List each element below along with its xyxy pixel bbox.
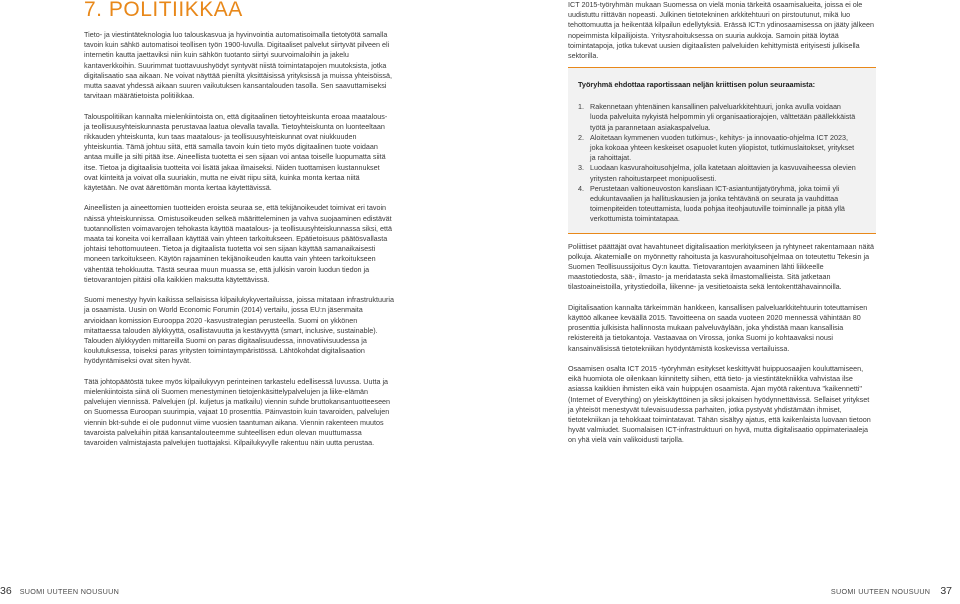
- paragraph: Tätä johtopäätöstä tukee myös kilpailukyvyn perinteinen tarkastelu edellisessä luvussa. Uutta ja mielenkiintoista siinä oli Suomen menestyminen tietojenkäsittelypalvelujen ja liike-elämän palvelujen viennissä. Palvelujen (pl. kuljetus ja matkailu) viennin suhde bruttokansantuotteeseen on Suomessa Euroopan suurimpia, vajaat 10 prosenttia. Päinvastoin kuin tavaroiden, palvelujen viennin bkt-suhde ei ole pudonnut viime vuosien taantuman aikana. Viennin rakenteen muutos tavaroista palveluihin pitää kansantalouteemme suhteellisen edun olevan muuttumassa tavaroiden valmistajasta palvelujen tuottajaksi. Kilpailukyvylle rakentuu näin uutta perustaa.: [84, 376, 391, 448]
- left-text-column: [84, 30, 394, 448]
- list-item: [578, 184, 866, 225]
- proposal-box: [568, 67, 876, 233]
- running-footer-title: SUOMI UUTEEN NOUSUUN: [19, 587, 120, 596]
- list-item: [578, 133, 866, 164]
- right-text-column: [568, 0, 876, 446]
- paragraph: Talouspolitiikan kannalta mielenkiintoista on, että digitaalinen tietoyhteiskunta eroaa maatalous- ja teollisuusyhteiskunnasta perustavaa laatua olevalla tavalla. Tietoyhteiskunta on luonteeltaan rikkauden yhteiskunta, kun taas maatalous- ja teollisuusyhteiskunnat ovat niukkuuden yhteiskuntia. Tämä johtuu siitä, että samalla tavoin kuin tieto myös digitaalinen tuote voidaan antaa muille ja silti pitää itse. Aineellista tuotetta ei sen sijaan voi antaa toiselle luopumatta siitä itse. Tietoa ja digitaalisia tuotteita voi lisätä jakaa ilmaiseksi. Niiden tuottamisen kustannukset ovat kiinteitä ja voivat olla suuriakin, mutta ne eivät riipu siitä, kuinka monta kertaa niitä käytetään. Ne ovat äärettömän monta kertaa käytettävissä.: [84, 111, 388, 193]
- running-footer-title: SUOMI UUTEEN NOUSUUN: [830, 587, 931, 596]
- paragraph: Osaamisen osalta ICT 2015 -työryhmän esitykset keskittyvät huippuosaajien kouluttamiseen, eikä huomiota ole oilenkaan kiinnitetty siihen, että tieto- ja viestintätekniikka vahvistaa ilse asiassa kaikkien ihmisten eikä vain huippujen osaamista. Ajan myötä rakentuva "kaikennetti" (Internet of Everything) on yleiskäyttöinen ja siksi jokaisen hyödynnettävissä. Sellaiset yritykset ja yhteisöt menestyvät tulevaisuudessa parhaiten, jotka pystyvät yhdistämään ihmiset, tietotekniikan ja tehokkaat toimintatavat. Tähän sisältyy ajatus, että kaikenlaista luovaan tietoon hyvät valmiudet. Suomalaisen ICT-infrastruktuuri on hyvä, mutta digitalisaatio oppimateriaaleja on yhä vielä vain valikoidusti tarjolla.: [568, 364, 871, 445]
- list-item-text: Aloitetaan kymmenen vuoden tutkimus-, kehitys- ja innovaatio-ohjelma ICT 2023, joka kokoaa yhteen keskeiset osapuolet kuten yliopistot, tutkimuslaitokset, yritykset ja rahoittajat.: [590, 132, 855, 163]
- list-item-number: 1.: [578, 102, 584, 112]
- list-item-number: 4.: [578, 183, 584, 193]
- paragraph: Tieto- ja viestintäteknologia luo talouskasvua ja hyvinvointia automatisoimalla tietotyötä samalla tavoin kuin sähkö automatisoi teollisen työn 1900-luvulla. Digitaaliset palvelut siirtyvät pilveen eli internetin kautta jaettaviksi niin kuin sähkön tuotanto siirtyi suurvoimaloihin ja jakelu kantaverkkoihin. Suurimmat tuottavuushyödyt syntyvät niistä toimintatapojen muutoksista, jotka digitalisaatio saa aikaan. Ne voivat näyttää pieniltä yksittäisissä yrityksissä ja muissa yhteisöissä, mutta saavat yhdessä aikaan suuren vaikutuksen kansantalouden tasolla. Sen saavuttamiseksi tarvitaan määrätietoista politiikkaa.: [84, 30, 393, 101]
- page-number: 36: [0, 585, 12, 597]
- box-body: [568, 68, 876, 232]
- list-item: [578, 163, 866, 183]
- right-footer: [831, 585, 952, 597]
- list-item-text: Rakennetaan yhtenäinen kansallinen palveluarkkitehtuuri, jonka avulla voidaan luoda palveluita nykyistä helpommin yli organisaatiorajojen, välttetään päällekkäistä työtä ja parannetaan asiakaspalvelua.: [590, 102, 856, 132]
- left-footer: [0, 585, 119, 597]
- box-bottom-rule: [568, 233, 876, 234]
- paragraph: ICT 2015-työryhmän mukaan Suomessa on vielä monia tärkeitä osaamisalueita, joissa ei ole uudistuttu riittävän nopeasti. Julkinen tietotekninen arkkitehtuuri on pirstoutunut, mikä luo tehottomuutta ja heikentää kilpailun edellytyksiä. Erässä ICT:n ydinosaamisessa on jääty jälkeen nopeimmista kilpailijoista. Yritysrahoituksessa on suuria aukkoja. Samoin pitää löytää toimintatapoja, jotka tukevat uusien digitaalisten palveluiden kehittymistä erityisesti julkisella sektorilla.: [568, 0, 875, 61]
- list-item-number: 3.: [578, 163, 584, 173]
- list-item-text: Perustetaan valtioneuvoston kansliaan ICT-asiantuntijatyöryhmä, joka toimii yli edukuntavaalien ja hallituskausien ja jonka tehtävänä on seurata ja vauhdittaa toimenpiteiden toteuttamista, luoda pohjaa iteohjautuville toiminnalle ja pitää yllä verkottumista toimintatapaa.: [590, 183, 845, 224]
- list-item: [578, 102, 866, 133]
- box-heading: Työryhmä ehdottaa raportissaan neljän kriittisen polun seuraamista:: [578, 80, 816, 90]
- chapter-title: 7. POLITIIKKAA: [84, 0, 243, 21]
- paragraph: Poliittiset päättäjät ovat havahtuneet digitalisaation merkitykseen ja ryhtyneet rakentamaan näitä polkuja. Akatemialle on myönnetty rahoitusta ja kasvurahoitusohjelmaa on toteutettu Tekesin ja Suomen Teollisuussijoitus Oy:n kautta. Tietovarantojen avaaminen lähti liikkeelle maastotiedosta, sää-, ilmasto- ja meridatasta sekä ilmastomallieista. Sitä jatketaan tilastoaineistoilla, yritystiedoilla, liikenne- ja vesitietoaista sekä lentokenttähavainnoilla.: [568, 241, 875, 292]
- list-item-number: 2.: [578, 132, 584, 142]
- list-item-text: Luodaan kasvurahoitusohjelma, jolla katetaan aloittavien ja kasvuvaiheessa olevien yritysten rahoitustarpeet monipuolisesti.: [590, 163, 856, 183]
- proposal-list: [578, 102, 866, 224]
- paragraph: Digitalisaation kannalta tärkeimmän hankkeen, kansallisen palveluarkkitehtuurin toteuttamisen käyttöö alkanee keväällä 2015. Tavoitteena on saada vuoteen 2020 mennessä vähintään 80 prosenttia julkisista hallinnosta mukaan palveluväylään, joka yhdistää maan kansallisia rekistereitä ja tietokantoja. Vastaavaa on Virossa, jonka Suomi jo kohtaavaksi nousi kansainvälisissä tietotekniikan hyödyntämistä koskevissa vertailuissa.: [568, 302, 868, 353]
- page-number: 37: [940, 585, 952, 597]
- paragraph: Suomi menestyy hyvin kaikissa sellaisissa kilpailukykyvertailuissa, joissa mitataan infrastruktuuria ja osaamista. Uusin on World Economic Forumin (2014) vertailu, jossa EU:n jäsenmaita arvioidaan komission Eurooppa 2020 -kasvustrategian perusteella. Suomi on ykkönen mitattaessa talouden älykkyyttä, osallistavuutta ja kestävyyttä (smart, inclusive, sustainable). Talouden älykkyyden mittareilla Suomi on paras digitaalisuudessa, innovatiivisuudessa ja koulutuksessa, toiseksi paras yritysten toimintaympäristössä. Lähtökohdat digitalisaation hyödyntämiseksi ovat siten hyvät.: [84, 295, 394, 366]
- paragraph: Aineellisten ja aineettomien tuotteiden eroista seuraa se, että tekijänoikeudet toimivat eri tavoin näissä yhteiskunnissa. Omistusoikeuden selkeä määritteleminen ja vahva suojaaminen edistävät tuotannollisten voimavarojen tehokasta käyttöä maatalous- ja teollisuusyhteiskunnassa siksi, että maata tai koneita voi kerrallaan käyttää vain yhteen tarkoitukseen. Epätietoisuus päätösvallasta johtaisi tehottomuuteen. Tietoa ja digitaalista tuotetta voi sen sijaan käyttää samanaikaisesti moneen tarkoitukseen. Käytön rajaaminen tekijänoikeuden kautta vain yhteen tarkoitukseen vähentää tehokkuutta. Tästä seuraa muun muassa se, että julkisin varoin luodun tiedon ja tietovarantojen pitäisi olla kaikkien maksutta käytettävissä.: [84, 203, 393, 284]
